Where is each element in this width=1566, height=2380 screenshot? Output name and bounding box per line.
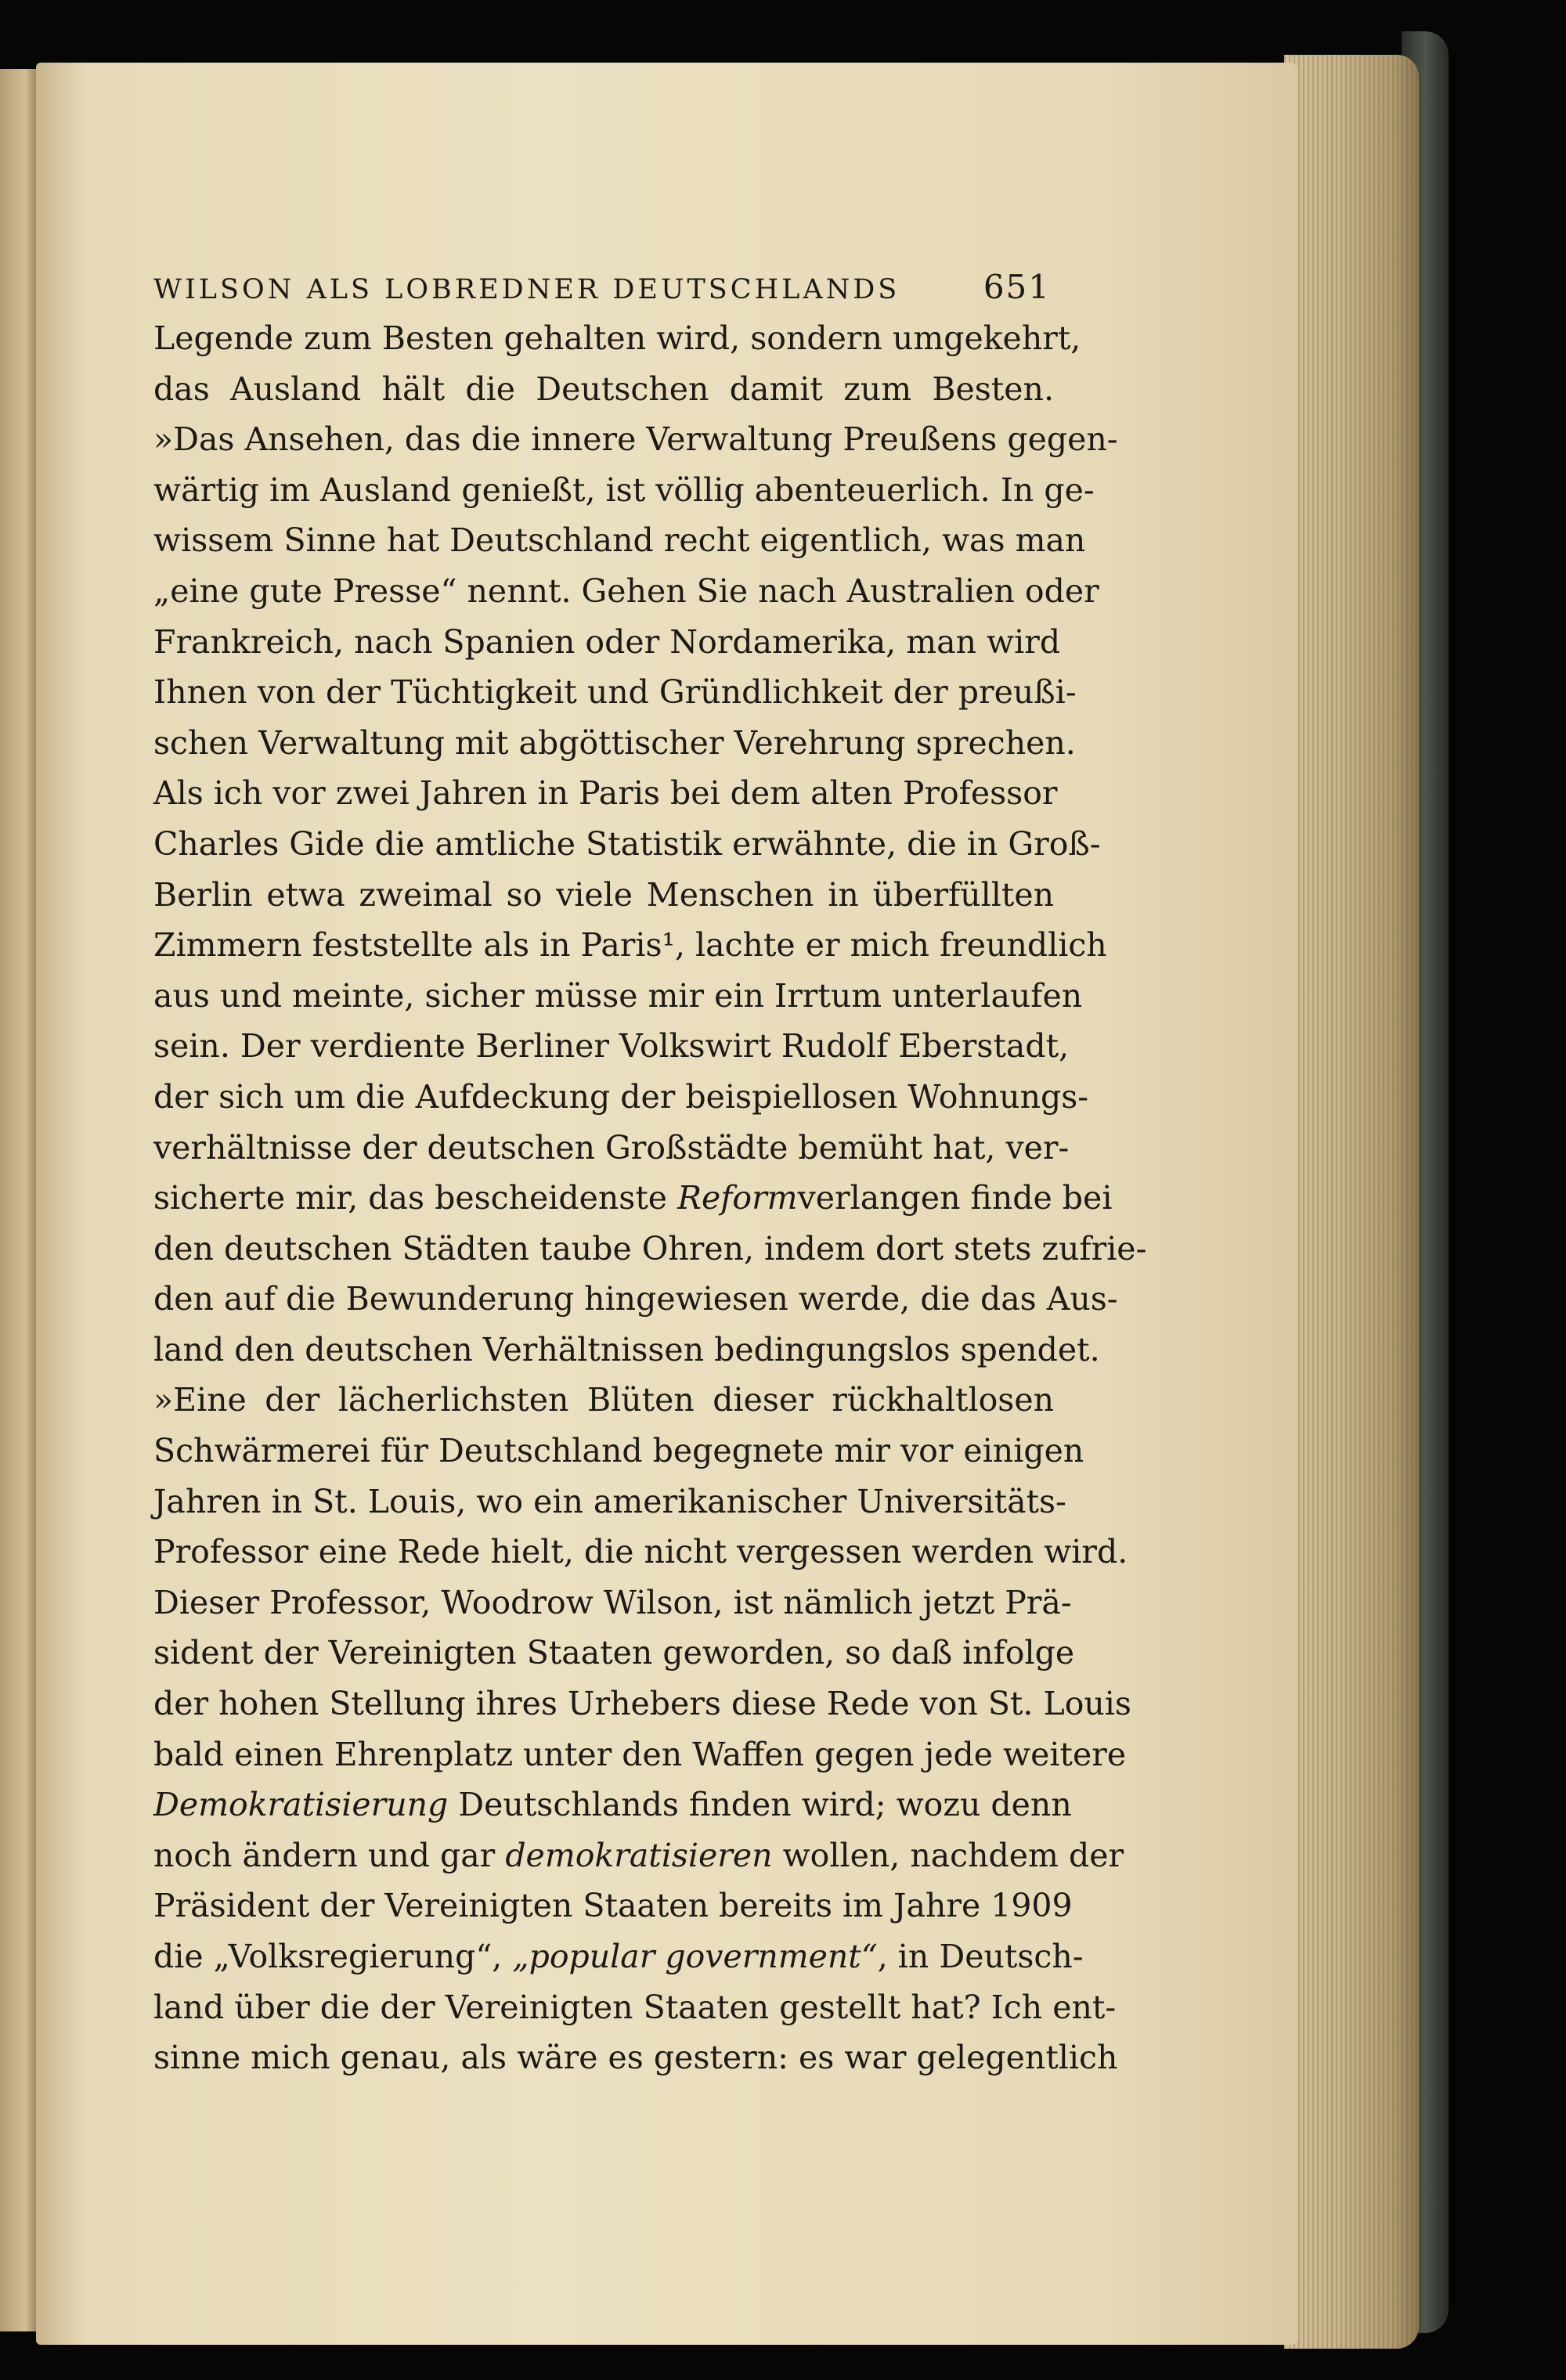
book-page: [36, 63, 1298, 2345]
text-line: Als ich vor zwei Jahren in Paris bei dem alten Professor: [153, 774, 1058, 813]
text-line: wärtig im Ausland genießt, ist völlig abenteuerlich. In ge-: [153, 471, 1095, 509]
text-line: Frankreich, nach Spanien oder Nordamerika, man wird: [153, 622, 1061, 661]
text-line: [153, 1931, 1084, 1982]
text-block: [153, 261, 1147, 2083]
previous-page-edge: [0, 69, 36, 2331]
italic-term: Demokratisierung: [153, 1786, 449, 1824]
text-line: schen Verwaltung mit abgöttischer Verehrung sprechen.: [153, 723, 1076, 762]
text-line: den deutschen Städten taube Ohren, indem dort stets zufrie-: [153, 1229, 1147, 1268]
text-segment: noch ändern und gar: [153, 1836, 506, 1874]
text-line: sinne mich genau, als wäre es gestern: es war gelegentlich: [153, 2039, 1118, 2077]
text-segment: verlangen finde bei: [797, 1179, 1113, 1217]
text-line: [153, 1780, 1072, 1830]
text-line: Berlin etwa zweimal so viele Menschen in überfüllten: [153, 875, 1054, 914]
text-line: Schwärmerei für Deutschland begegnete mir vor einigen: [153, 1432, 1084, 1470]
text-line: sident der Vereinigten Staaten geworden, so daß infolge: [153, 1634, 1075, 1672]
text-line: sein. Der verdiente Berliner Volkswirt Rudolf Eberstadt,: [153, 1027, 1070, 1066]
italic-term: Reform: [677, 1179, 798, 1217]
text-line: land über die der Vereinigten Staaten gestellt hat? Ich ent-: [153, 1988, 1117, 2026]
text-line: wissem Sinne hat Deutschland recht eigentlich, was man: [153, 521, 1086, 560]
italic-term: demokratisieren: [505, 1836, 773, 1874]
text-line: land den deutschen Verhältnissen bedingungslos spendet.: [153, 1330, 1100, 1368]
text-line: „eine gute Presse“ nennt. Gehen Sie nach Australien oder: [153, 572, 1099, 610]
page-edges: [1284, 55, 1419, 2349]
text-line: Ihnen von der Tüchtigkeit und Gründlichkeit der preußi-: [153, 673, 1077, 712]
text-segment: Deutschlands finden wird; wozu denn: [448, 1786, 1072, 1824]
text-line: »Das Ansehen, das die innere Verwaltung Preußens gegen-: [153, 420, 1118, 459]
italic-term: „popular government“: [512, 1938, 878, 1975]
text-line: Legende zum Besten gehalten wird, sondern umgekehrt,: [153, 319, 1081, 357]
text-segment: die „Volksregierung“,: [153, 1938, 513, 1975]
page-header: [153, 261, 1054, 313]
text-line: das Ausland hält die Deutschen damit zum Besten.: [153, 370, 1054, 408]
text-segment: wollen, nachdem der: [772, 1836, 1124, 1874]
text-segment: sicherte mir, das bescheidenste: [153, 1179, 678, 1217]
text-line: Charles Gide die amtliche Statistik erwähnte, die in Groß-: [153, 824, 1101, 863]
text-line: Professor eine Rede hielt, die nicht vergessen werden wird.: [153, 1533, 1128, 1571]
text-line: Jahren in St. Louis, wo ein amerikanischer Universitäts-: [153, 1482, 1066, 1520]
text-line: bald einen Ehrenplatz unter den Waffen gegen jede weitere: [153, 1735, 1127, 1773]
text-line: verhältnisse der deutschen Großstädte bemüht hat, ver-: [153, 1128, 1070, 1167]
text-line: Zimmern feststellte als in Paris¹, lachte er mich freundlich: [153, 926, 1107, 965]
text-line: der hohen Stellung ihres Urhebers diese Rede von St. Louis: [153, 1685, 1131, 1723]
text-line: Dieser Professor, Woodrow Wilson, ist nämlich jetzt Prä-: [153, 1583, 1072, 1621]
running-head: WILSON ALS LOBREDNER DEUTSCHLANDS: [153, 274, 900, 305]
text-line: den auf die Bewunderung hingewiesen werde, die das Aus-: [153, 1280, 1118, 1318]
text-line: [153, 1830, 1124, 1881]
text-line: der sich um die Aufdeckung der beispiellosen Wohnungs-: [153, 1077, 1089, 1116]
text-segment: , in Deutsch-: [877, 1938, 1084, 1975]
text-line: »Eine der lächerlichsten Blüten dieser rückhaltlosen: [153, 1381, 1054, 1419]
text-line: Präsident der Vereinigten Staaten bereits im Jahre 1909: [153, 1887, 1073, 1925]
text-line: [153, 1173, 1113, 1224]
text-line: aus und meinte, sicher müsse mir ein Irrtum unterlaufen: [153, 976, 1083, 1015]
page-number: 651: [983, 268, 1051, 306]
